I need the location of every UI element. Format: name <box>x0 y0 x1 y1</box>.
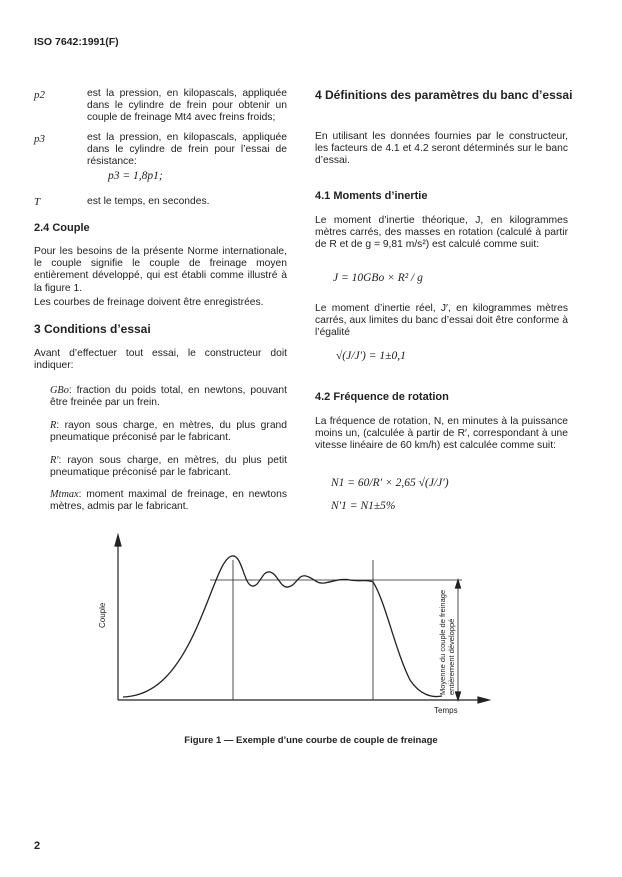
section-4-paragraph: En utilisant les données fournies par le constructeur, les facteurs de 4.1 et 4.2 seront déterminés sur le banc d’essai. <box>315 131 568 167</box>
item-text: : moment maximal de freinage, en newtons mètres, admis par le fabricant. <box>50 489 287 513</box>
x-axis-arrow <box>478 697 489 703</box>
item-Mtmax <box>50 489 287 513</box>
item-text: : rayon sous charge, en mètres, du plus grand pneumatique préconisé par le fabricant. <box>50 420 287 444</box>
item-symbol: Mtmax <box>50 489 79 500</box>
section-4-1-paragraph: Le moment d’inertie théorique, J, en kilogrammes mètres carrés, des masses en rotation (calculé à partir de R et de g = 9,81 m/s²) est calculé comme suit: <box>315 215 568 251</box>
mean-torque-annotation: Moyenne du couple de freinage entièrement développé <box>438 589 456 695</box>
section-4-1-title: 4.1 Moments d’inertie <box>315 190 428 202</box>
def-T: est le temps, en secondes. <box>87 196 210 207</box>
item-text: : rayon sous charge, en mètres, du plus petit pneumatique préconisé par le fabricant. <box>50 455 287 479</box>
equation-p3: p3 = 1,8p1; <box>108 170 163 182</box>
section-2-4-title: 2.4 Couple <box>34 222 90 234</box>
item-symbol: GBo <box>50 385 69 396</box>
def-p3: est la pression, en kilopascals, appliquée dans le cylindre de frein pour l’essai de résistance: <box>87 132 287 168</box>
equation-ratio: √(J/J′) = 1±0,1 <box>336 350 406 362</box>
def-symbol: p2 <box>34 89 45 101</box>
range-arrow-up <box>456 580 461 588</box>
range-arrow-down <box>456 692 461 700</box>
y-axis-label: Couple <box>98 602 107 628</box>
item-text: : fraction du poids total, en newtons, pouvant être freinée par un frein. <box>50 385 287 409</box>
def-p2: est la pression, en kilopascals, appliquée dans le cylindre de frein pour obtenir un couple de freinage Mt4 avec freins froids; <box>87 88 287 124</box>
y-axis-arrow <box>115 535 121 546</box>
equation-N1: N1 = 60/R′ × 2,65 √(J/J′) <box>331 477 449 489</box>
equation-J: J = 10GBo × R² / g <box>333 272 423 284</box>
item-GBo <box>50 385 287 409</box>
section-3-paragraph: Avant d’effectuer tout essai, le constructeur doit indiquer: <box>34 348 287 372</box>
page-number: 2 <box>34 840 41 852</box>
def-symbol: T <box>34 196 41 208</box>
section-3-title: 3 Conditions d’essai <box>34 322 151 336</box>
figure-caption: Figure 1 — Exemple d’une courbe de couple de freinage <box>184 735 438 746</box>
x-axis-label: Temps <box>434 706 458 715</box>
section-4-title: 4 Définitions des paramètres du banc d’essai <box>315 88 573 102</box>
page-header: ISO 7642:1991(F) <box>34 36 119 48</box>
section-4-1-paragraph-2: Le moment d’inertie réel, J′, en kilogrammes mètres carrés, aux limites du banc d’essai doit être conforme à l’égalité <box>315 303 568 339</box>
equation-N1-prime: N′1 = N1±5% <box>331 500 396 512</box>
section-2-4-paragraph: Pour les besoins de la présente Norme internationale, le couple signifie le couple de freinage moyen entièrement développé, qui est établi comme illustré à la figure 1. <box>34 246 287 294</box>
def-symbol: p3 <box>34 133 45 145</box>
torque-curve <box>123 556 442 697</box>
item-symbol: R′ <box>50 455 59 466</box>
section-2-4-paragraph-2: Les courbes de freinage doivent être enregistrées. <box>34 297 264 308</box>
brake-torque-figure <box>0 530 622 720</box>
item-R <box>50 420 287 444</box>
section-4-2-paragraph: La fréquence de rotation, N, en minutes à la puissance moins un, (calculée à partir de R′, correspondant à une vitesse linéaire de 60 km/h) est calculée comme suit: <box>315 416 568 452</box>
item-R-prime <box>50 455 287 479</box>
section-4-2-title: 4.2 Fréquence de rotation <box>315 391 449 403</box>
item-symbol: R <box>50 420 57 431</box>
